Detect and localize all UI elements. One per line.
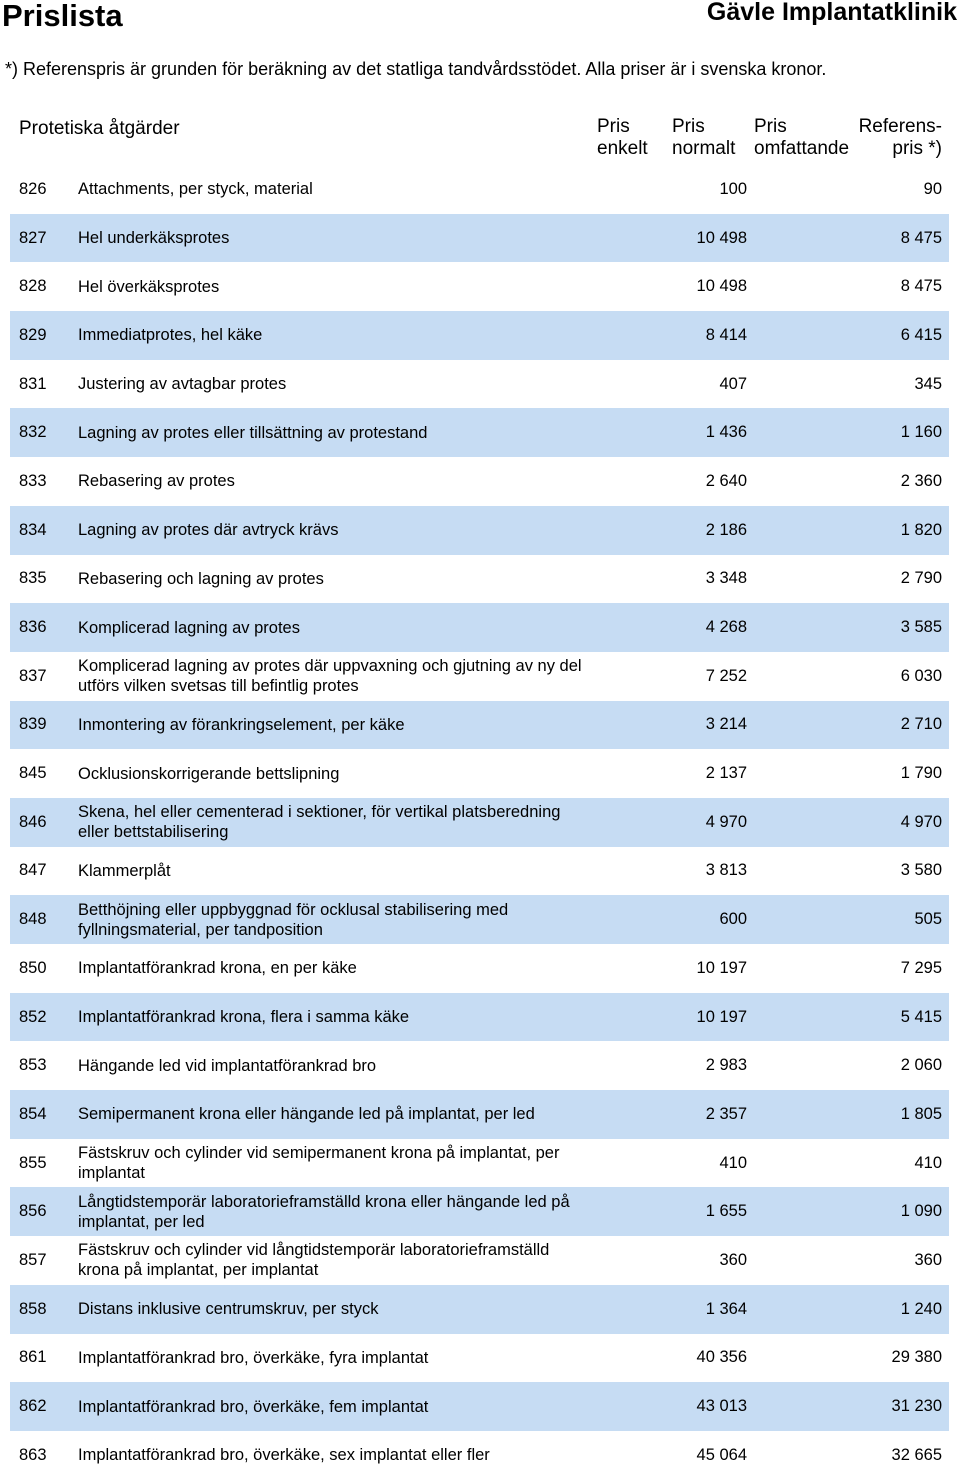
price-normal: 10 498 — [696, 228, 747, 247]
treatment-description: Fästskruv och cylinder vid långtidstemporär laboratorieframställd krona på implantat, per implantat — [78, 1241, 550, 1280]
treatment-code: 837 — [19, 666, 47, 685]
table-row — [10, 1090, 949, 1139]
price-normal: 3 214 — [705, 715, 747, 734]
reference-price: 1 240 — [900, 1299, 942, 1318]
table-row — [10, 311, 949, 360]
reference-price: 2 790 — [900, 569, 942, 588]
table-row — [10, 360, 949, 409]
treatment-code: 858 — [19, 1299, 47, 1318]
table-row — [10, 603, 949, 652]
header-line: Pris normalt — [672, 116, 736, 159]
treatment-code: 854 — [19, 1104, 47, 1123]
price-normal: 600 — [719, 910, 747, 929]
table-row — [10, 1382, 949, 1431]
reference-price: 410 — [914, 1153, 942, 1172]
treatment-description: Fästskruv och cylinder vid semipermanent krona på implantat, per implantat — [78, 1144, 560, 1183]
table-row — [10, 1285, 949, 1334]
treatment-description: Immediatprotes, hel käke — [78, 326, 263, 345]
price-normal: 407 — [719, 374, 747, 393]
reference-price: 2 360 — [900, 471, 942, 490]
price-normal: 1 655 — [705, 1202, 747, 1221]
price-normal: 2 640 — [705, 471, 747, 490]
reference-price: 2 060 — [900, 1056, 942, 1075]
reference-price: 1 090 — [900, 1202, 942, 1221]
treatment-description: Ocklusionskorrigerande bettslipning — [78, 764, 340, 783]
price-normal: 45 064 — [696, 1445, 747, 1464]
price-normal: 3 813 — [705, 861, 747, 880]
reference-price: 1 820 — [900, 520, 942, 539]
column-header-pris-normalt — [672, 116, 735, 160]
treatment-description: Inmontering av förankringselement, per käke — [78, 715, 405, 734]
treatment-description: Implantatförankrad bro, överkäke, sex implantat eller fler — [78, 1446, 490, 1465]
treatment-code: 850 — [19, 958, 47, 977]
table-row — [10, 1187, 949, 1236]
treatment-description: Hängande led vid implantatförankrad bro — [78, 1056, 377, 1075]
clinic-name: Gävle Implantatklinik — [706, 0, 957, 26]
price-normal: 1 364 — [705, 1299, 747, 1318]
treatment-code: 852 — [19, 1007, 47, 1026]
treatment-code: 839 — [19, 715, 47, 734]
table-row — [10, 652, 949, 701]
reference-price: 8 475 — [900, 277, 942, 296]
table-row — [10, 701, 949, 750]
treatment-code: 836 — [19, 618, 47, 637]
price-normal: 2 186 — [705, 520, 747, 539]
reference-price: 7 295 — [900, 958, 942, 977]
reference-price: 1 790 — [900, 764, 942, 783]
price-normal: 4 970 — [705, 812, 747, 831]
column-header-referenspris — [859, 116, 942, 160]
treatment-code: 833 — [19, 471, 47, 490]
treatment-code: 855 — [19, 1153, 47, 1172]
price-normal: 2 137 — [705, 764, 747, 783]
reference-price: 3 580 — [900, 861, 942, 880]
treatment-description: Hel överkäksprotes — [78, 277, 220, 296]
header-line: Referens- pris *) — [858, 116, 942, 159]
price-normal: 4 268 — [705, 618, 747, 637]
table-row — [10, 457, 949, 506]
price-normal: 410 — [719, 1153, 747, 1172]
reference-price: 360 — [914, 1250, 942, 1269]
treatment-description: Justering av avtagbar protes — [78, 375, 287, 394]
reference-price: 5 415 — [900, 1007, 942, 1026]
price-normal: 43 013 — [696, 1397, 747, 1416]
treatment-code: 863 — [19, 1445, 47, 1464]
treatment-description: Klammerplåt — [78, 861, 171, 880]
table-row — [10, 262, 949, 311]
price-normal: 360 — [719, 1250, 747, 1269]
price-normal: 40 356 — [696, 1348, 747, 1367]
table-row — [10, 408, 949, 457]
treatment-code: 828 — [19, 277, 47, 296]
reference-price: 505 — [914, 910, 942, 929]
reference-price: 345 — [914, 374, 942, 393]
price-normal: 8 414 — [705, 325, 747, 344]
reference-price-note: *) Referenspris är grunden för beräkning av det statliga tandvårdsstödet. Alla priser är i svenska kronor. — [5, 59, 827, 79]
price-normal: 10 498 — [696, 277, 747, 296]
treatment-code: 847 — [19, 861, 47, 880]
reference-price: 6 030 — [900, 666, 942, 685]
price-normal: 7 252 — [705, 666, 747, 685]
treatment-code: 832 — [19, 423, 47, 442]
table-row — [10, 1236, 949, 1285]
table-row — [10, 895, 949, 944]
treatment-code: 848 — [19, 910, 47, 929]
header-line: Pris enkelt — [597, 116, 648, 159]
treatment-code: 827 — [19, 228, 47, 247]
reference-price: 3 585 — [900, 618, 942, 637]
reference-price: 29 380 — [891, 1348, 942, 1367]
table-row — [10, 993, 949, 1042]
page-title: Prislista — [2, 0, 123, 33]
table-row — [10, 1431, 949, 1480]
table-row — [10, 749, 949, 798]
table-row — [10, 1334, 949, 1383]
price-normal: 100 — [719, 179, 747, 198]
reference-price: 1 160 — [900, 423, 942, 442]
price-normal: 1 436 — [705, 423, 747, 442]
treatment-description: Långtidstemporär laboratorieframställd krona eller hängande led på implantat, per led — [78, 1192, 570, 1231]
table-row — [10, 847, 949, 896]
reference-price: 31 230 — [891, 1397, 942, 1416]
treatment-description: Implantatförankrad bro, överkäke, fyra implantat — [78, 1348, 429, 1367]
treatment-description: Implantatförankrad krona, flera i samma käke — [78, 1008, 410, 1027]
column-header-pris-enkelt — [597, 116, 648, 160]
table-row — [10, 798, 949, 847]
reference-price: 90 — [923, 179, 942, 198]
treatment-code: 831 — [19, 374, 47, 393]
price-normal: 10 197 — [696, 1007, 747, 1026]
table-row — [10, 1139, 949, 1188]
reference-price: 2 710 — [900, 715, 942, 734]
price-normal: 2 983 — [705, 1056, 747, 1075]
price-table — [10, 165, 949, 1480]
treatment-description: Semipermanent krona eller hängande led på implantat, per led — [78, 1105, 535, 1124]
treatment-code: 853 — [19, 1056, 47, 1075]
treatment-code: 861 — [19, 1348, 47, 1367]
treatment-code: 846 — [19, 812, 47, 831]
treatment-description: Rebasering av protes — [78, 472, 235, 491]
treatment-description: Hel underkäksprotes — [78, 229, 230, 248]
column-header-pris-omfattande — [754, 116, 849, 160]
treatment-code: 829 — [19, 325, 47, 344]
reference-price: 8 475 — [900, 228, 942, 247]
treatment-code: 826 — [19, 179, 47, 198]
price-normal: 10 197 — [696, 958, 747, 977]
reference-price: 1 805 — [900, 1104, 942, 1123]
treatment-code: 862 — [19, 1397, 47, 1416]
treatment-description: Komplicerad lagning av protes där uppvaxning och gjutning av ny del utförs vilken svetsas till befintlig protes — [78, 657, 582, 696]
table-row — [10, 506, 949, 555]
treatment-description: Distans inklusive centrumskruv, per styck — [78, 1300, 379, 1319]
reference-price: 32 665 — [891, 1445, 942, 1464]
treatment-code: 835 — [19, 569, 47, 588]
treatment-code: 845 — [19, 764, 47, 783]
table-row — [10, 1041, 949, 1090]
treatment-description: Skena, hel eller cementerad i sektioner, för vertikal platsberedning eller bettstabilisering — [78, 803, 561, 842]
price-normal: 3 348 — [705, 569, 747, 588]
header-line: Pris omfattande — [754, 116, 850, 159]
price-normal: 2 357 — [705, 1104, 747, 1123]
table-row — [10, 555, 949, 604]
table-row — [10, 214, 949, 263]
treatment-description: Implantatförankrad bro, överkäke, fem implantat — [78, 1397, 429, 1416]
reference-price: 6 415 — [900, 325, 942, 344]
treatment-description: Lagning av protes där avtryck krävs — [78, 521, 339, 540]
treatment-description: Komplicerad lagning av protes — [78, 618, 300, 637]
treatment-description: Rebasering och lagning av protes — [78, 569, 324, 588]
reference-price: 4 970 — [900, 812, 942, 831]
treatment-description: Betthöjning eller uppbyggnad för ocklusal stabilisering med fyllningsmaterial, per tandposition — [78, 900, 509, 939]
treatment-description: Lagning av protes eller tillsättning av protestand — [78, 423, 428, 442]
treatment-description: Attachments, per styck, material — [78, 180, 313, 199]
section-heading: Protetiska åtgärder — [19, 118, 180, 139]
treatment-code: 857 — [19, 1250, 47, 1269]
table-row — [10, 165, 949, 214]
treatment-code: 856 — [19, 1202, 47, 1221]
treatment-code: 834 — [19, 520, 47, 539]
table-row — [10, 944, 949, 993]
treatment-description: Implantatförankrad krona, en per käke — [78, 959, 357, 978]
